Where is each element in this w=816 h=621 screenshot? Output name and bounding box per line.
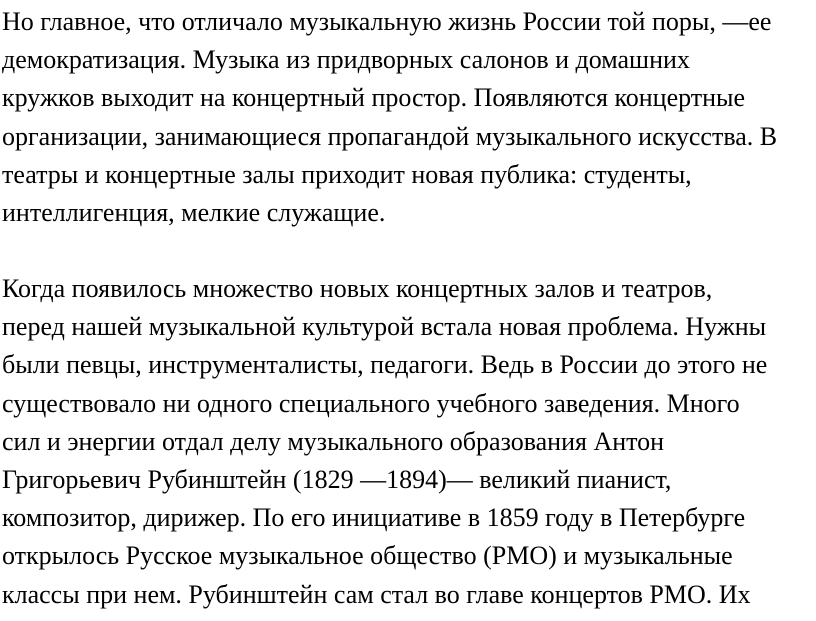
text-line: Григорьевич Рубинштейн (1829 —1894)— великий пианист, <box>2 464 672 494</box>
text-line: Но главное, что отличало музыкальную жизнь России той поры, —ее <box>2 7 772 36</box>
text-line: организации, занимающиеся пропагандой музыкального искусства. В <box>2 121 778 151</box>
text-line: Когда появилось множество новых концертных залов и театров, <box>2 274 713 303</box>
text-line: композитор, дирижер. По его инициативе в 1859 году в Петербурге <box>2 503 746 533</box>
text-line: открылось Русское музыкальное общество (РМО) и музыкальные <box>2 541 733 571</box>
text-line: театры и концертные залы приходит новая публика: студенты, <box>2 159 692 189</box>
text-line: сил и энергии отдал делу музыкального образования Антон <box>2 426 665 456</box>
text-line: были певцы, инструменталисты, педагоги. Ведь в России до этого не <box>2 350 768 380</box>
text-line: демократизация. Музыка из придворных салонов и домашних <box>2 45 690 75</box>
text-line: интеллигенция, мелкие служащие. <box>2 197 386 227</box>
text-line: существовало ни одного специального учебного заведения. Много <box>2 388 740 418</box>
paragraph-1 <box>2 3 777 232</box>
text-line: кружков выходит на концертный простор. Появляются концертные <box>2 83 746 113</box>
text-line: перед нашей музыкальной культурой встала новая проблема. Нужны <box>2 312 767 342</box>
text-line: классы при нем. Рубинштейн сам стал во главе концертов РМО. Их <box>2 579 751 609</box>
paragraph-2 <box>2 270 767 614</box>
